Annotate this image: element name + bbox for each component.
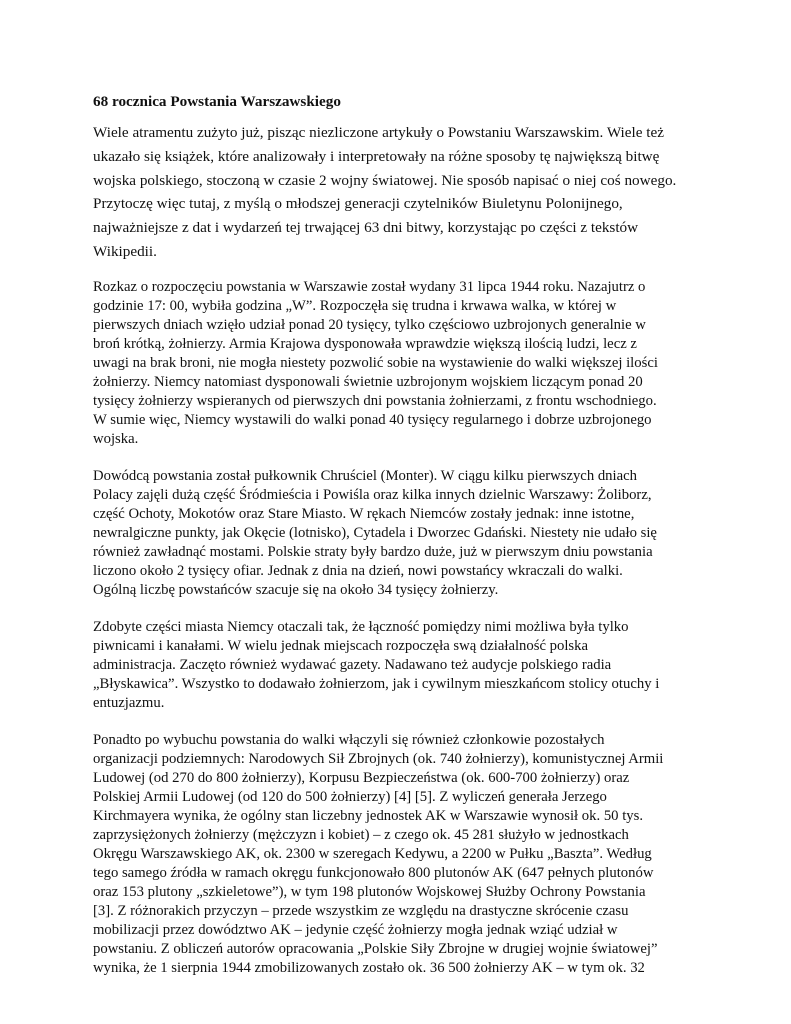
document-title: 68 rocznica Powstania Warszawskiego xyxy=(93,93,341,110)
text-line: W sumie więc, Niemcy wystawili do walki ponad 40 tysięcy regularnego i dobrze uzbrojonego xyxy=(93,411,652,428)
text-line: Polacy zajęli dużą część Śródmieścia i Powiśla oraz kilka innych dzielnic Warszawy: Żoliborz, xyxy=(93,486,652,503)
text-line: najważniejsze z dat i wydarzeń tej trwającej 63 dni bitwy, korzystając po części z tekstów xyxy=(93,219,639,237)
text-line: piwnicami i kanałami. W wielu jednak miejscach rozpoczęła swą działalność polska xyxy=(93,637,588,654)
text-line: Polskiej Armii Ludowej (od 120 do 500 żołnierzy) [4] [5]. Z wyliczeń generała Jerzego xyxy=(93,788,607,805)
text-line: wojska polskiego, stoczoną w czasie 2 wojny światowej. Nie sposób napisać o niej coś nowego. xyxy=(93,171,677,189)
text-line: broń krótką, żołnierzy. Armia Krajowa dysponowała wprawdzie większą ilością ludzi, lecz z xyxy=(93,335,637,352)
text-line: pierwszych dniach wzięło udział ponad 20 tysięcy, tylko częściowo uzbrojonych generalnie w xyxy=(93,316,646,333)
text-line: newralgiczne punkty, jak Okęcie (lotnisko), Cytadela i Dworzec Gdański. Niestety nie udało się xyxy=(93,524,657,541)
intro-paragraph xyxy=(93,121,699,264)
text-line: Wikipedii. xyxy=(93,242,157,260)
text-line: Zdobyte części miasta Niemcy otaczali tak, że łączność pomiędzy nimi możliwa była tylko xyxy=(93,618,629,635)
text-line: tysięcy żołnierzy wspieranych od pierwszych dni powstania żołnierzami, z frontu wschodniego. xyxy=(93,392,657,409)
paragraph-commander xyxy=(93,467,699,600)
text-line: Ludowej (od 270 do 800 żołnierzy), Korpusu Bezpieczeństwa (ok. 600-700 żołnierzy) oraz xyxy=(93,769,630,786)
text-line: Ponadto po wybuchu powstania do walki włączyli się również członkowie pozostałych xyxy=(93,731,605,748)
text-line: również zawładnąć mostami. Polskie straty były bardzo duże, już w pierwszym dniu powstania xyxy=(93,543,653,560)
text-line: liczono około 2 tysięcy ofiar. Jednak z dnia na dzień, nowi powstańcy wkraczali do walki. xyxy=(93,562,623,579)
text-line: godzinie 17: 00, wybiła godzina „W”. Rozpoczęła się trudna i krwawa walka, w której w xyxy=(93,297,617,314)
text-line: mobilizacji przez dowództwo AK – jedynie część żołnierzy mogła jednak wziąć udział w xyxy=(93,921,618,938)
text-line: żołnierzy. Niemcy natomiast dysponowali świetnie uzbrojonym wojskiem liczącym ponad 20 xyxy=(93,373,643,390)
paragraph-order-start xyxy=(93,278,699,449)
text-line: Dowódcą powstania został pułkownik Chruściel (Monter). W ciągu kilku pierwszych dniach xyxy=(93,467,637,484)
text-line: Wiele atramentu zużyto już, pisząc niezliczone artykuły o Powstaniu Warszawskim. Wiele też xyxy=(93,124,664,141)
text-line: część Ochoty, Mokotów oraz Stare Miasto. W rękach Niemców zostały jednak: inne istotne, xyxy=(93,505,635,522)
text-line: ukazało się książek, które analizowały i interpretowały na różne sposoby tę największą bitwę xyxy=(93,147,660,165)
text-line: entuzjazmu. xyxy=(93,694,165,711)
text-line: Rozkaz o rozpoczęciu powstania w Warszawie został wydany 31 lipca 1944 roku. Nazajutrz o xyxy=(93,278,646,295)
text-line: tego samego źródła w ramach okręgu funkcjonowało 800 plutonów AK (647 pełnych plutonów xyxy=(93,864,654,881)
text-line: zaprzysiężonych żołnierzy (mężczyzn i kobiet) – z czego ok. 45 281 służyło w jednostkach xyxy=(93,826,629,843)
text-line: powstaniu. Z obliczeń autorów opracowania „Polskie Siły Zbrojne w drugiej wojnie światowej” xyxy=(93,940,658,957)
text-line: Kirchmayera wynika, że ogólny stan liczebny jednostek AK w Warszawie wynosił ok. 50 tys. xyxy=(93,807,644,824)
text-line: uwagi na brak broni, nie mogła niestety pozwolić sobie na wystawienie do walki większej ilości xyxy=(93,354,658,371)
paragraph-organizations xyxy=(93,731,699,978)
text-line: Ogólną liczbę powstańców szacuje się na około 34 tysięcy żołnierzy. xyxy=(93,581,499,598)
text-line: „Błyskawica”. Wszystko to dodawało żołnierzom, jak i cywilnym mieszkańcom stolicy otuchy i xyxy=(93,675,660,692)
document-page xyxy=(93,92,699,996)
text-line: [3]. Z różnorakich przyczyn – przede wszystkim ze względu na drastyczne skrócenie czasu xyxy=(93,902,629,919)
text-line: Okręgu Warszawskiego AK, ok. 2300 w szeregach Kedywu, a 2200 w Pułku „Baszta”. Według xyxy=(93,845,652,862)
text-line: wojska. xyxy=(93,430,139,447)
text-line: wynika, że 1 sierpnia 1944 zmobilizowanych zostało ok. 36 500 żołnierzy AK – w tym ok. 32 xyxy=(93,959,645,976)
text-line: Przytoczę więc tutaj, z myślą o młodszej generacji czytelników Biuletynu Polonijnego, xyxy=(93,195,623,213)
paragraph-city-parts xyxy=(93,618,699,713)
text-line: oraz 153 plutony „szkieletowe”), w tym 198 plutonów Wojskowej Służby Ochrony Powstania xyxy=(93,883,646,900)
text-line: organizacji podziemnych: Narodowych Sił Zbrojnych (ok. 740 żołnierzy), komunistycznej Armii xyxy=(93,750,664,767)
text-line: administracja. Zaczęto również wydawać gazety. Nadawano też audycje polskiego radia xyxy=(93,656,612,673)
